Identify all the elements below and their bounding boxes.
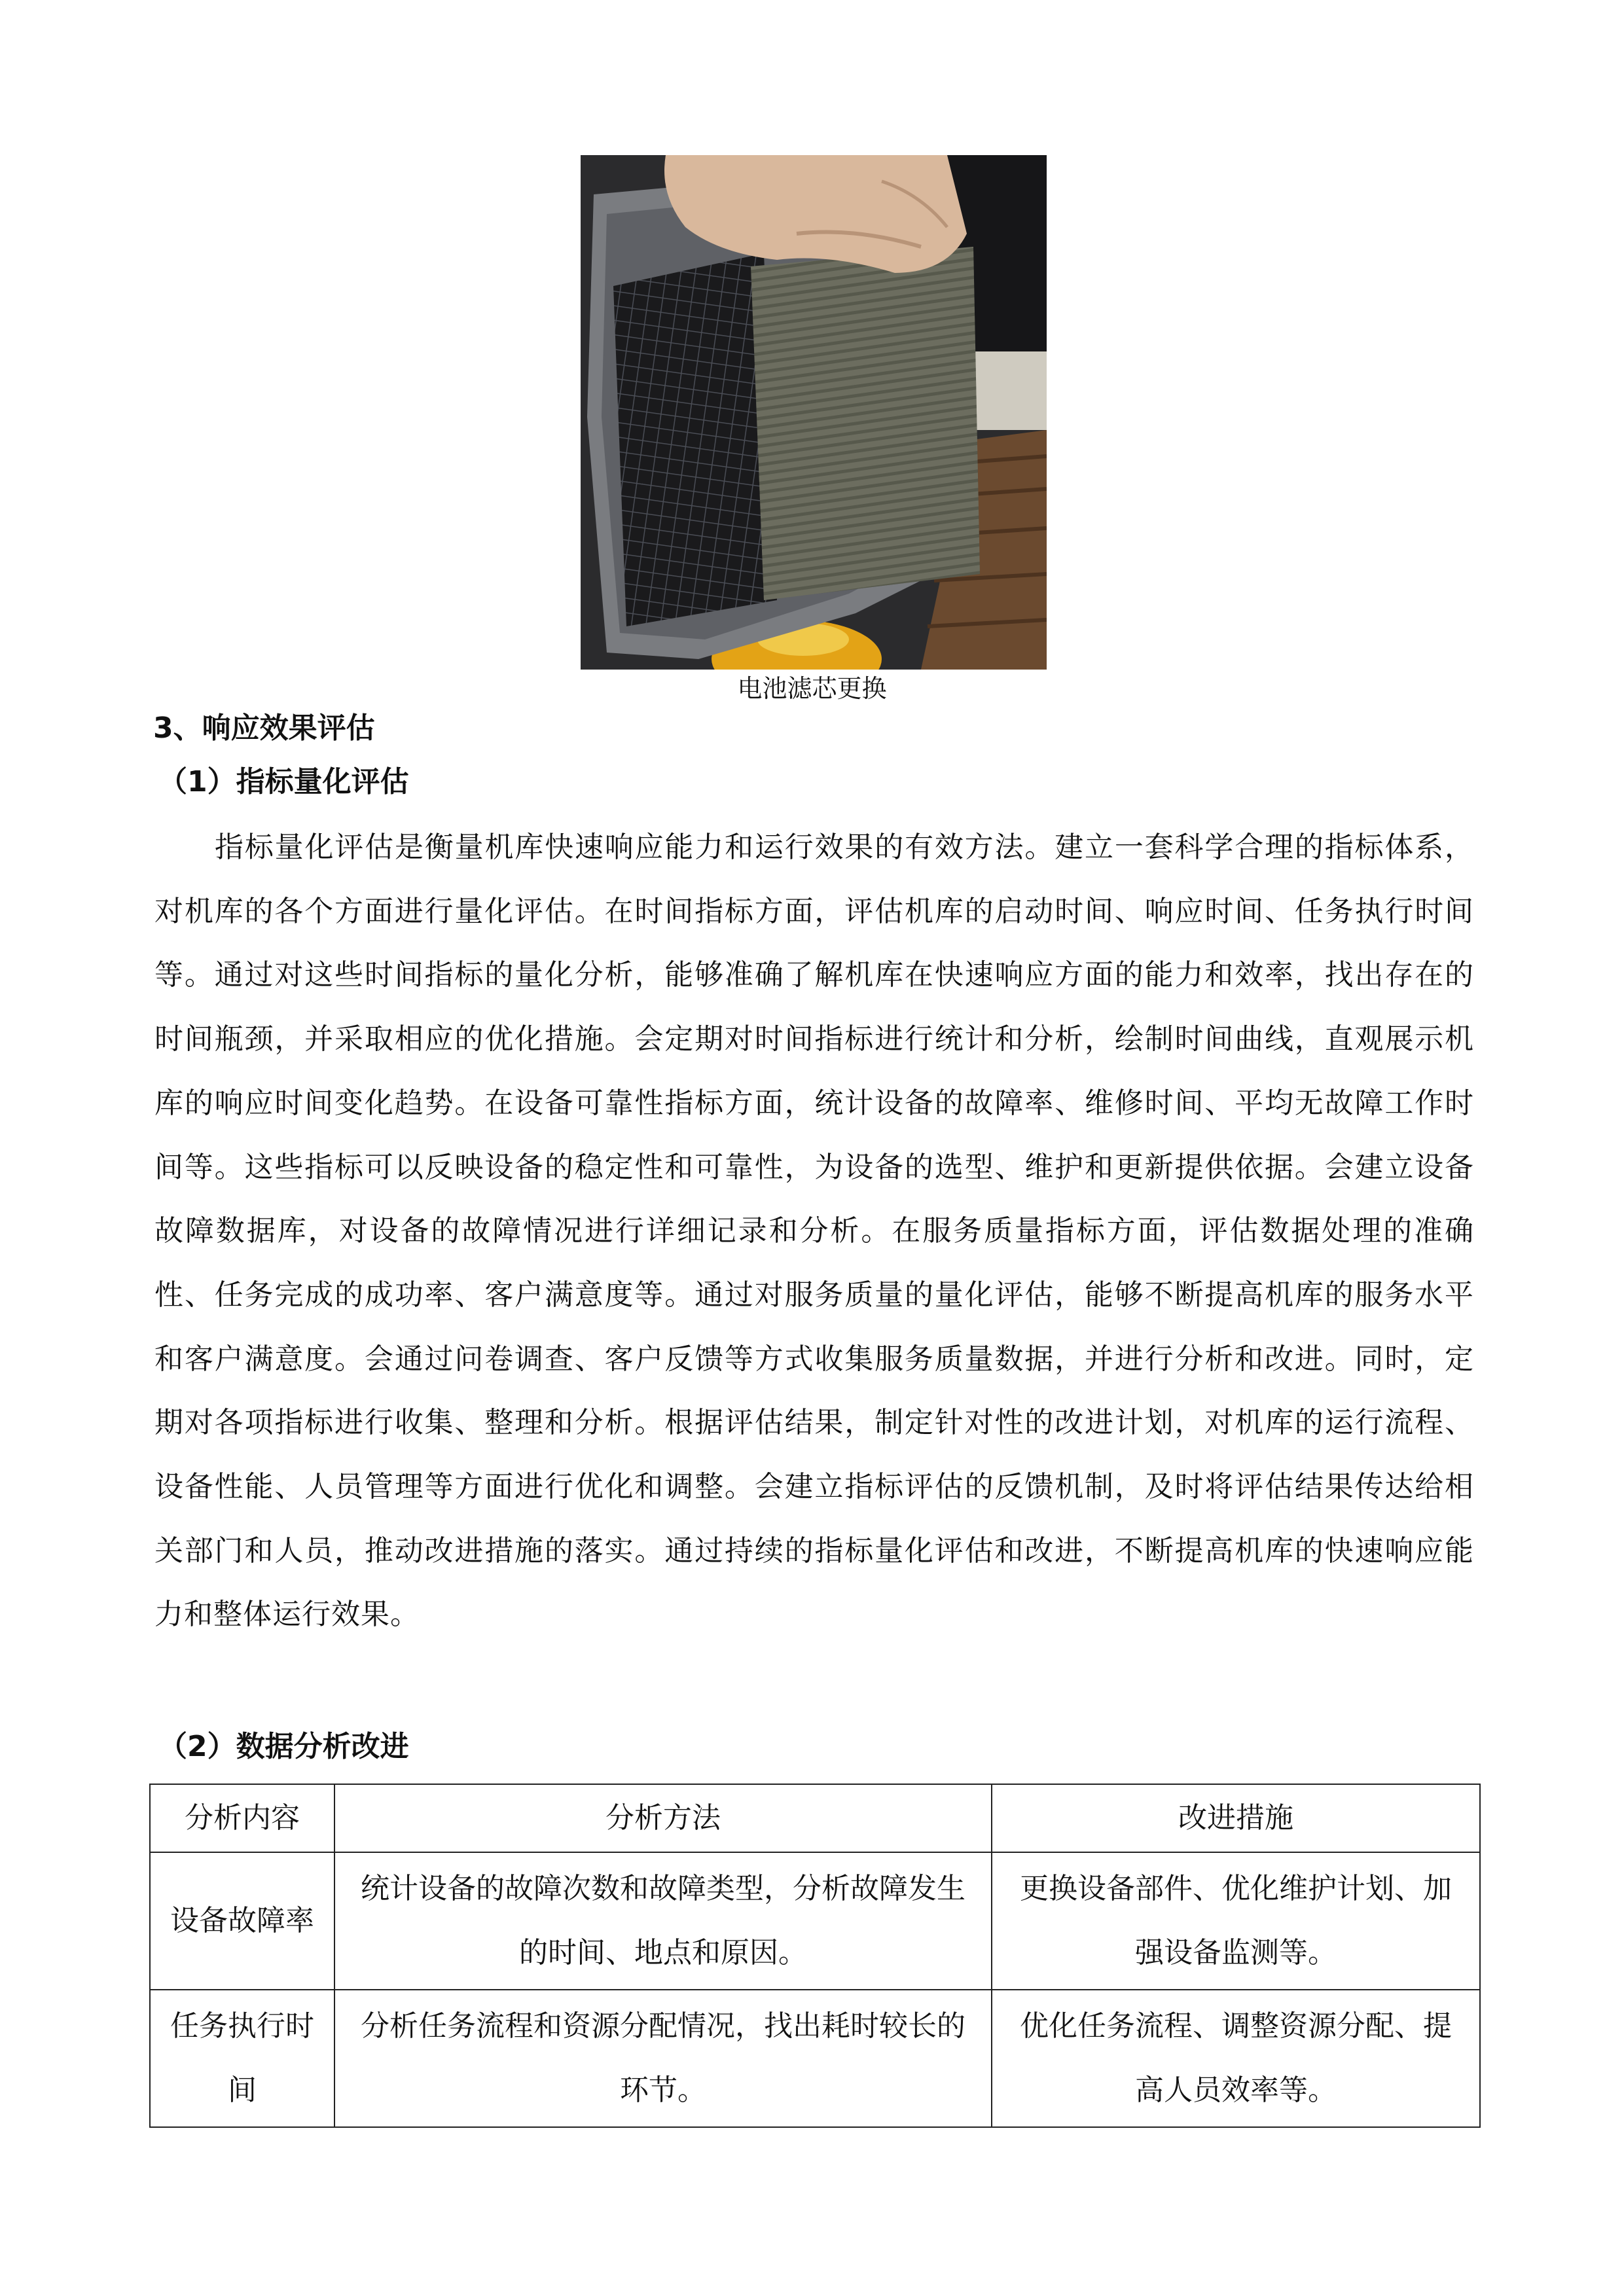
table-header-cell: 分析内容 [150,1784,334,1852]
analysis-table [149,1784,1481,2128]
table-cell: 任务执行时间 [150,1990,334,2127]
table-header-row [150,1784,1480,1852]
table-row [150,1852,1480,1990]
figure-caption: 电池滤芯更换 [737,674,887,703]
section-heading-response-evaluation: 3、响应效果评估 [153,711,375,745]
indicator-evaluation-paragraph: 指标量化评估是衡量机库快速响应能力和运行效果的有效方法。建立一套科学合理的指标体系，对机库的各个方面进行量化评估。在时间指标方面，评估机库的启动时间、响应时间、任务执行时间等。通过对这些时间指标的量化分析，能够准确了解机库在快速响应方面的能力和效率，找出存在的时间瓶颈，并采取相应的优化措施。会定期对时间指标进行统计和分析，绘制时间曲线，直观展示机库的响应时间变化趋势。在设备可靠性指标方面，统计设备的故障率、维修时间、平均无故障工作时间等。这些指标可以反映设备的稳定性和可靠性，为设备的选型、维护和更新提供依据。会建立设备故障数据库，对设备的故障情况进行详细记录和分析。在服务质量指标方面，评估数据处理的准确性、任务完成的成功率、客户满意度等。通过对服务质量的量化评估，能够不断提高机库的服务水平和客户满意度。会通过问卷调查、客户反馈等方式收集服务质量数据，并进行分析和改进。同时，定期对各项指标进行收集、整理和分析。根据评估结果，制定针对性的改进计划，对机库的运行流程、设备性能、人员管理等方面进行优化和调整。会建立指标评估的反馈机制，及时将评估结果传达给相关部门和人员，推动改进措施的落实。通过持续的指标量化评估和改进，不断提高机库的快速响应能力和整体运行效果。 [154,831,1474,1632]
table-row [150,1990,1480,2127]
table-cell: 统计设备的故障次数和故障类型，分析故障发生的时间、地点和原因。 [334,1852,992,1990]
subsection-heading-data-analysis: （2）数据分析改进 [158,1730,409,1763]
table-cell: 优化任务流程、调整资源分配、提高人员效率等。 [992,1990,1480,2127]
table-header-cell: 分析方法 [334,1784,992,1852]
dirty-filter-photo [581,155,1047,670]
photo-illustration [581,155,1047,670]
table-cell: 更换设备部件、优化维护计划、加强设备监测等。 [992,1852,1480,1990]
table-cell: 设备故障率 [150,1852,334,1990]
subsection-heading-indicator-evaluation: （1）指标量化评估 [158,765,409,798]
table-header-cell: 改进措施 [992,1784,1480,1852]
table-cell: 分析任务流程和资源分配情况，找出耗时较长的环节。 [334,1990,992,2127]
